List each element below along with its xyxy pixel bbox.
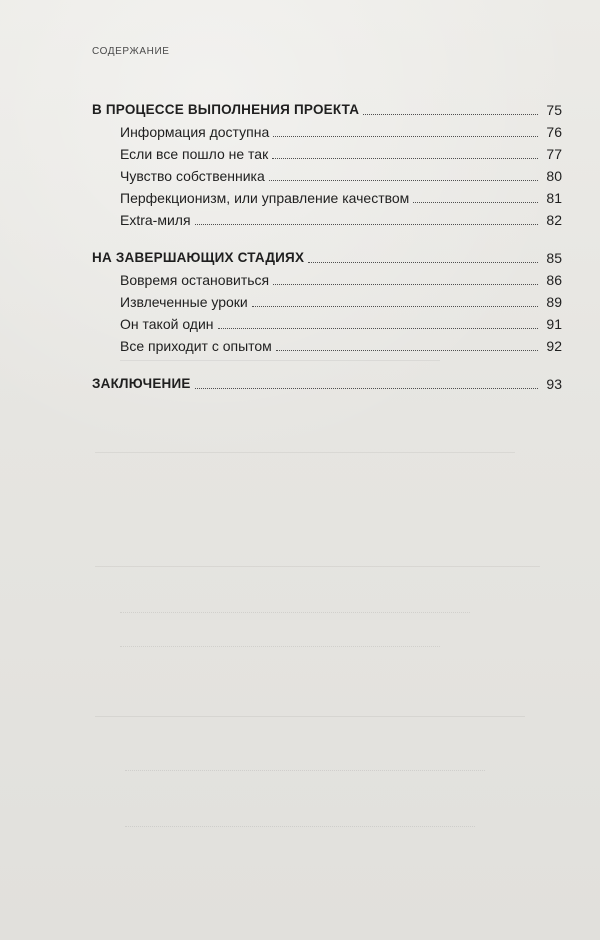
dot-leader [269,180,538,181]
toc-page-number: 82 [546,212,562,228]
toc-page-number: 76 [546,124,562,140]
toc-entry-row[interactable] [92,141,562,163]
toc-section [92,371,562,393]
toc-chapter-title: ЗАКЛЮЧЕНИЕ [92,376,191,391]
toc-entry-row[interactable] [92,267,562,289]
toc-entry-title: Извлеченные уроки [120,294,248,310]
dot-leader [308,262,538,263]
toc-page-number: 93 [546,376,562,392]
toc-page-number: 77 [546,146,562,162]
bleed-line [95,566,540,567]
toc-entry-title: Он такой один [120,316,214,332]
dot-leader [273,284,538,285]
toc-page-number: 91 [546,316,562,332]
running-head: СОДЕРЖАНИЕ [92,46,170,57]
table-of-contents [92,97,562,409]
toc-chapter-row[interactable] [92,97,562,119]
dot-leader [363,114,538,115]
toc-entry-title: Extra-миля [120,212,191,228]
toc-page-number: 85 [546,250,562,266]
dot-leader [272,158,538,159]
toc-page-number: 92 [546,338,562,354]
toc-entry-title: Информация доступна [120,124,270,140]
toc-page-number: 89 [546,294,562,310]
toc-page-number: 81 [546,190,562,206]
toc-page-number: 75 [546,102,562,118]
toc-entry-row[interactable] [92,185,562,207]
toc-entry-title: Перфекционизм, или управление качеством [120,190,410,206]
toc-section [92,245,562,355]
toc-chapter-title: НА ЗАВЕРШАЮЩИХ СТАДИЯХ [92,250,305,265]
toc-entry-title: Если все пошло не так [120,146,269,162]
toc-chapter-row[interactable] [92,245,562,267]
toc-entry-row[interactable] [92,311,562,333]
toc-entry-title: Все приходит с опытом [120,338,272,354]
toc-page-number: 80 [546,168,562,184]
toc-entry-row[interactable] [92,119,562,141]
dot-leader [218,328,538,329]
toc-entry-row[interactable] [92,207,562,229]
dot-leader [276,350,538,351]
bleed-line [95,452,515,453]
toc-entry-row[interactable] [92,333,562,355]
dot-leader [252,306,538,307]
dot-leader [273,136,538,137]
bleed-dots [125,770,485,771]
dot-leader [195,388,538,389]
toc-entry-title: Вовремя остановиться [120,272,270,288]
toc-entry-row[interactable] [92,163,562,185]
bleed-dots [125,826,475,827]
bleed-line [95,716,525,717]
toc-section [92,97,562,229]
toc-chapter-row[interactable] [92,371,562,393]
dot-leader [413,202,538,203]
dot-leader [195,224,538,225]
toc-entry-title: Чувство собственника [120,168,265,184]
bleed-dots [120,612,470,613]
toc-page-number: 86 [546,272,562,288]
toc-entry-row[interactable] [92,289,562,311]
bleed-dots [120,646,440,647]
toc-chapter-title: В ПРОЦЕССЕ ВЫПОЛНЕНИЯ ПРОЕКТА [92,102,360,117]
